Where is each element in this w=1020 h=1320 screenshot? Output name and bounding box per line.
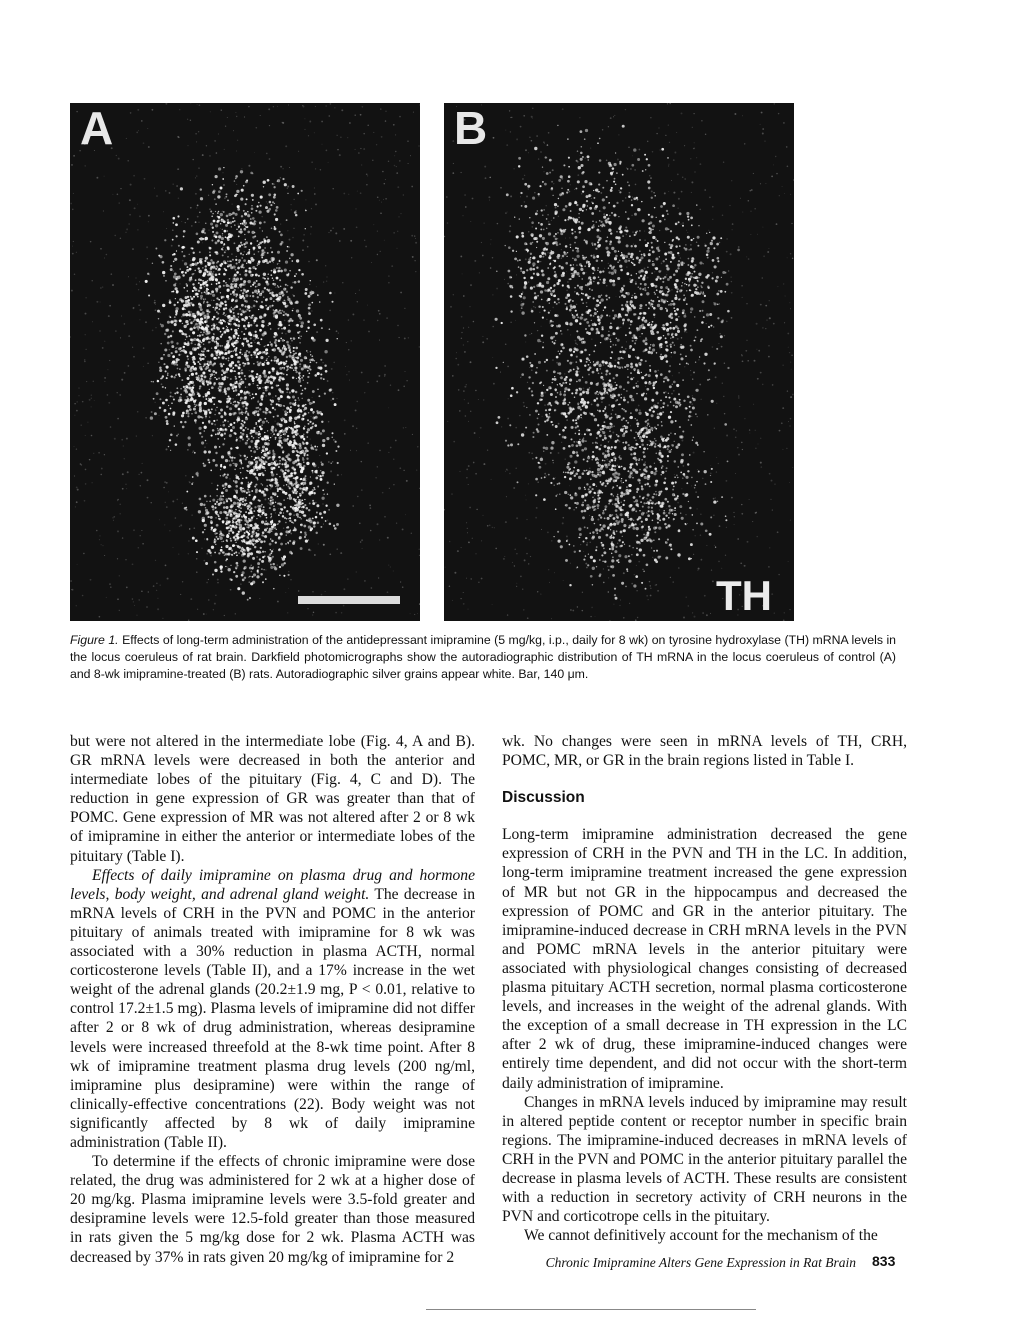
silver-grain-field-b xyxy=(444,103,794,621)
silver-grain-field-a xyxy=(70,103,420,621)
running-title: Chronic Imipramine Alters Gene Expression in Rat Brain xyxy=(545,1255,856,1270)
footer-rule xyxy=(426,1309,756,1310)
right-column xyxy=(502,732,907,1245)
figure-caption-text: Effects of long-term administration of the antidepressant imipramine (5 mg/kg, i.p., daily for 8 wk) on tyrosine hydroxylase (TH) mRNA levels in the locus coeruleus of rat brain. Darkfield photomicrographs show the autoradiographic distribution of TH mRNA in the locus coeruleus of control (A) and 8-wk imipramine-treated (B) rats. Autoradiographic silver grains appear white. Bar, 140 μm. xyxy=(70,633,897,681)
paragraph-text: The decrease in mRNA levels of CRH in the PVN and POMC in the anterior pituitary of animals treated with imipramine for 8 wk was associated with a 30% reduction in plasma ACTH, normal corticosterone levels (Table II), and a 17% increase in the wet weight of the adrenal glands (20.2±1.9 mg, P < 0.01, relative to control 17.2±1.5 mg). Plasma levels of imipramine did not differ after 2 or 8 wk of drug administration, whereas desipramine levels were increased threefold at the 8-wk time point. After 8 wk of imipramine treatment plasma drug levels (200 ng/ml, imipramine plus desipramine) were within the range of clinically-effective concentrations (22). Body weight was not significantly affected by 8 wk of daily imipramine administration (Table II). xyxy=(70,885,475,1151)
paragraph: but were not altered in the intermediate lobe (Fig. 4, A and B). GR mRNA levels were decreased in both the anterior and intermediate lobes of the pituitary (Fig. 4, C and D). The reduction in gene expression of GR was greater than that of POMC. Gene expression of MR was not altered after 2 or 8 wk of imipramine in either the anterior or intermediate lobes of the pituitary (Table I). xyxy=(70,733,475,865)
section-heading-discussion: Discussion xyxy=(502,789,585,807)
figure-caption xyxy=(70,632,896,682)
scale-bar xyxy=(298,596,400,604)
paragraph: To determine if the effects of chronic imipramine were dose related, the drug was administered for 2 wk at a higher dose of 20 mg/kg. Plasma imipramine levels were 3.5-fold greater and desipramine levels were 12.5-fold greater than those measured in rats given the 5 mg/kg dose for 2 wk. Plasma ACTH was decreased by 37% in rats given 20 mg/kg of imipramine for 2 xyxy=(70,1153,475,1266)
paragraph xyxy=(70,866,475,1152)
probe-label-th: TH xyxy=(716,571,772,619)
paragraph: We cannot definitively account for the mechanism of the xyxy=(524,1227,878,1245)
left-column xyxy=(70,732,475,1267)
micrograph-panel-b xyxy=(444,103,794,621)
panel-label-a: A xyxy=(80,103,114,154)
micrograph-panel-a xyxy=(70,103,420,621)
paragraph: wk. No changes were seen in mRNA levels of TH, CRH, POMC, MR, or GR in the brain regions listed in Table I. xyxy=(502,733,907,770)
panel-label-b: B xyxy=(454,103,488,154)
page-number: 833 xyxy=(872,1253,896,1269)
run-in-heading: Effects of daily imipramine on plasma drug and hormone levels, body weight, and adrenal gland weight. xyxy=(70,866,475,903)
paragraph: Long-term imipramine administration decreased the gene expression of CRH in the PVN and TH in the LC. In addition, long-term imipramine treatment increased the gene expression of MR but not GR in the hippocampus and decreased the expression of POMC and GR in the anterior pituitary. The imipramine-induced decrease in CRH mRNA levels in the PVN and POMC mRNA levels in the anterior pituitary were associated with physiological changes consisting of decreased plasma pituitary ACTH secretion, normal plasma corticosterone levels, and increases in the weight of the adrenal glands. With the exception of a small decrease in TH expression in the LC after 2 wk of drug, these imipramine-induced changes were entirely time dependent, and did not occur with the short-term daily administration of imipramine. xyxy=(502,826,907,1092)
figure-label: Figure 1. xyxy=(70,633,119,647)
paragraph: Changes in mRNA levels induced by imipramine may result in altered peptide content or receptor number in specific brain regions. The imipramine-induced decreases in mRNA levels of CRH in the PVN and POMC in the anterior pituitary parallel the decrease in plasma levels of ACTH. These results are consistent with a reduction in secretory activity of CRH neurons in the PVN and corticotrope cells in the pituitary. xyxy=(502,1093,907,1226)
